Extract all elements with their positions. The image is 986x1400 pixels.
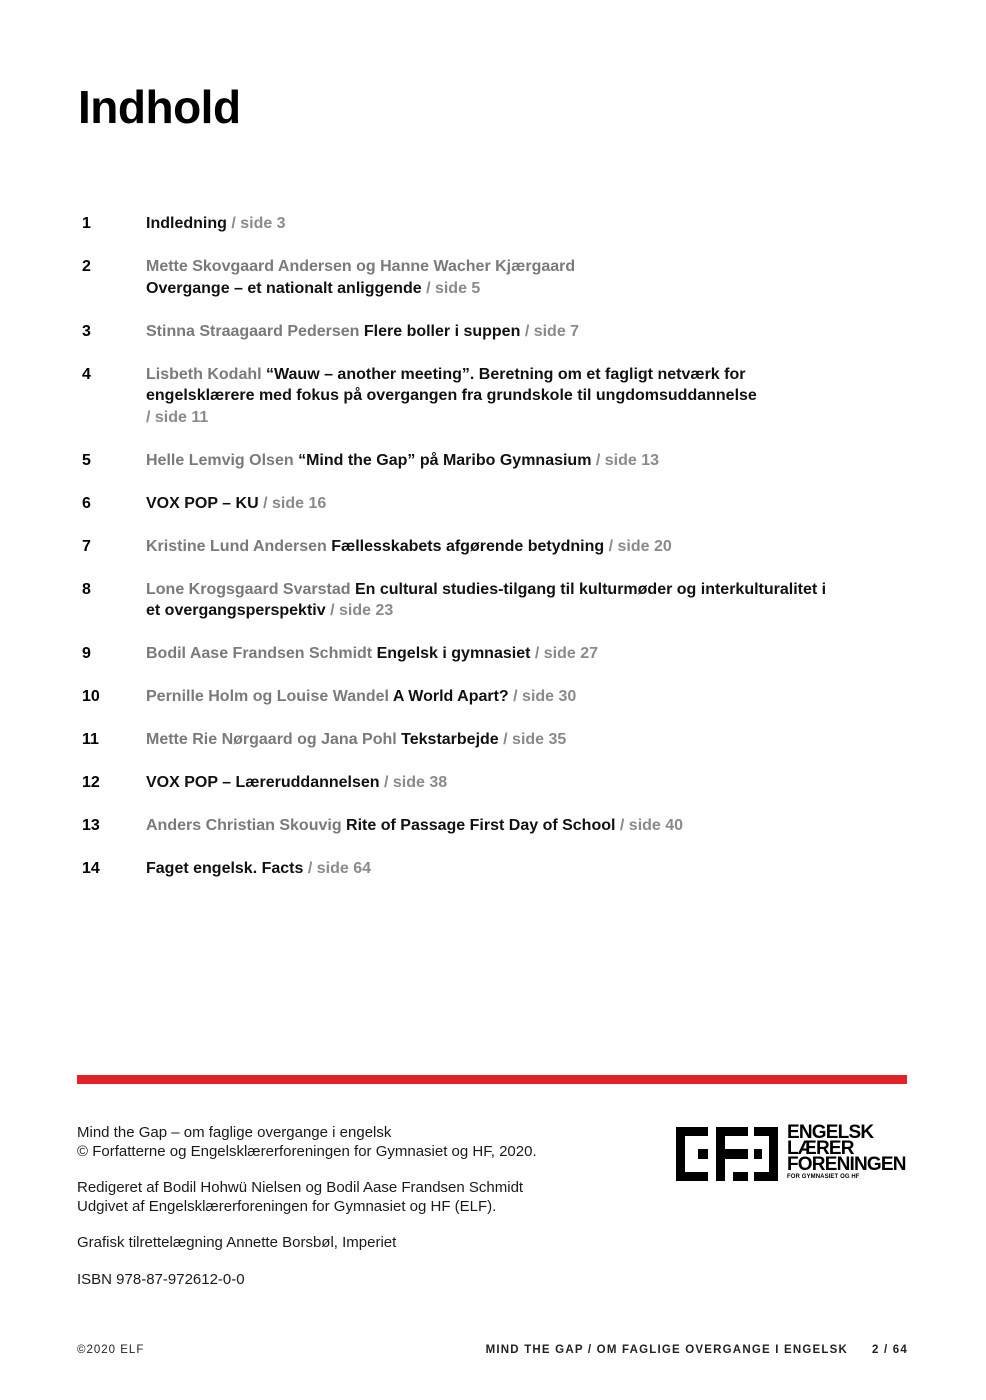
logo-subtitle: FOR GYMNASIET OG HF	[787, 1174, 860, 1180]
toc-number: 14	[82, 860, 100, 877]
toc-number: 5	[82, 451, 91, 469]
toc-author: Anders Christian Skouvig	[146, 817, 342, 834]
toc-number: 6	[82, 494, 91, 512]
toc-entry[interactable]	[82, 364, 882, 429]
table-of-contents	[82, 213, 882, 901]
elf-logo	[676, 1122, 908, 1185]
toc-author: Mette Rie Nørgaard og Jana Pohl	[146, 731, 397, 748]
toc-page: / side 23	[330, 602, 394, 619]
footer-running-title	[486, 1344, 908, 1356]
toc-number: 9	[82, 645, 91, 662]
toc-page: / side 20	[608, 537, 672, 555]
toc-entry[interactable]	[82, 858, 882, 880]
toc-number: 1	[82, 215, 91, 232]
toc-number: 7	[82, 537, 91, 555]
colophon-title: Mind the Gap – om faglige overgange i engelsk	[77, 1124, 392, 1141]
toc-entry[interactable]	[82, 579, 882, 622]
toc-entry[interactable]	[82, 213, 882, 235]
toc-entry[interactable]	[82, 643, 882, 665]
toc-entry[interactable]	[82, 493, 882, 515]
footer-title: MIND THE GAP / OM FAGLIGE OVERGANGE I ENGELSK	[485, 1344, 849, 1356]
toc-page: / side 35	[503, 731, 567, 748]
colophon-editors: Redigeret af Bodil Hohwü Nielsen og Bodil Aase Frandsen Schmidt	[77, 1179, 524, 1196]
page-title: Indhold	[78, 81, 241, 133]
toc-author: Lone Krogsgaard Svarstad	[146, 580, 351, 598]
toc-entry[interactable]	[82, 815, 882, 837]
toc-entry[interactable]	[82, 256, 882, 299]
toc-title: “Wauw – another meeting”. Beretning om et fagligt netværk for engelsklærere med fokus på overgangen fra grundskole til ungdomsuddannelse	[146, 365, 757, 404]
toc-title: Indledning	[146, 215, 227, 232]
toc-page: / side 16	[263, 494, 327, 512]
toc-author: Bodil Aase Frandsen Schmidt	[146, 645, 373, 662]
toc-title: VOX POP – Læreruddannelsen	[146, 774, 380, 791]
colophon	[77, 1124, 637, 1307]
footer-copyright: ©2020 ELF	[77, 1344, 145, 1356]
toc-entry[interactable]	[82, 536, 882, 558]
colophon-isbn: ISBN 978-87-972612-0-0	[77, 1270, 245, 1288]
elf-logo-text	[787, 1122, 906, 1181]
toc-number: 12	[82, 774, 100, 791]
toc-title: En cultural studies-tilgang til kulturmøder og interkulturalitet i et overgangsperspektiv	[146, 580, 827, 619]
toc-title: “Mind the Gap” på Maribo Gymnasium	[298, 451, 592, 469]
toc-title: Overgange – et nationalt anliggende	[146, 279, 422, 297]
toc-author: Kristine Lund Andersen	[146, 537, 327, 555]
logo-line-2: LÆRER	[787, 1138, 854, 1159]
toc-author: Pernille Holm og Louise Wandel	[146, 688, 389, 705]
toc-page: / side 38	[384, 774, 448, 791]
toc-number: 10	[82, 688, 100, 705]
toc-page: / side 30	[513, 688, 577, 705]
page-number: 2 / 64	[872, 1344, 908, 1356]
colophon-design: Grafisk tilrettelægning Annette Borsbøl, Imperiet	[77, 1234, 397, 1251]
toc-number: 3	[82, 322, 91, 340]
toc-entry[interactable]	[82, 772, 882, 794]
toc-number: 2	[82, 258, 91, 275]
elf-logo-mark-icon	[676, 1127, 778, 1181]
toc-entry[interactable]	[82, 450, 882, 472]
toc-title: A World Apart?	[392, 688, 509, 705]
toc-number: 11	[82, 731, 99, 748]
toc-title: Faget engelsk. Facts	[146, 860, 304, 877]
toc-title: Tekstarbejde	[401, 731, 499, 748]
toc-page: / side 3	[231, 215, 286, 232]
toc-author: Lisbeth Kodahl	[146, 365, 262, 383]
toc-page: / side 5	[426, 279, 481, 297]
toc-title: Rite of Passage First Day of School	[346, 817, 616, 834]
toc-page: / side 27	[534, 645, 599, 662]
toc-page: / side 7	[524, 322, 580, 340]
toc-author: Mette Skovgaard Andersen og Hanne Wacher Kjærgaard	[146, 258, 576, 275]
toc-title: Engelsk i gymnasiet	[376, 645, 531, 662]
red-divider	[77, 1075, 907, 1084]
toc-entry[interactable]	[82, 321, 882, 343]
toc-page: / side 64	[307, 860, 371, 877]
logo-line-1: ENGELSK	[787, 1122, 874, 1143]
toc-number: 4	[82, 365, 91, 383]
toc-title: Fællesskabets afgørende betydning	[331, 537, 605, 555]
toc-page: / side 40	[619, 817, 684, 834]
logo-line-3: FORENINGEN	[787, 1154, 906, 1175]
toc-author: Stinna Straagaard Pedersen	[146, 322, 360, 340]
colophon-copyright: © Forfatterne og Engelsklærerforeningen for Gymnasiet og HF, 2020.	[77, 1142, 537, 1160]
toc-entry[interactable]	[82, 729, 882, 751]
toc-number: 13	[82, 817, 100, 834]
toc-title: VOX POP – KU	[146, 494, 259, 512]
toc-author: Helle Lemvig Olsen	[146, 451, 294, 469]
toc-title: Flere boller i suppen	[363, 322, 521, 340]
colophon-publisher: Udgivet af Engelsklærerforeningen for Gymnasiet og HF (ELF).	[77, 1197, 497, 1215]
toc-page: / side 11	[146, 408, 209, 426]
toc-page: / side 13	[595, 451, 660, 469]
toc-number: 8	[82, 580, 91, 598]
toc-entry[interactable]	[82, 686, 882, 708]
